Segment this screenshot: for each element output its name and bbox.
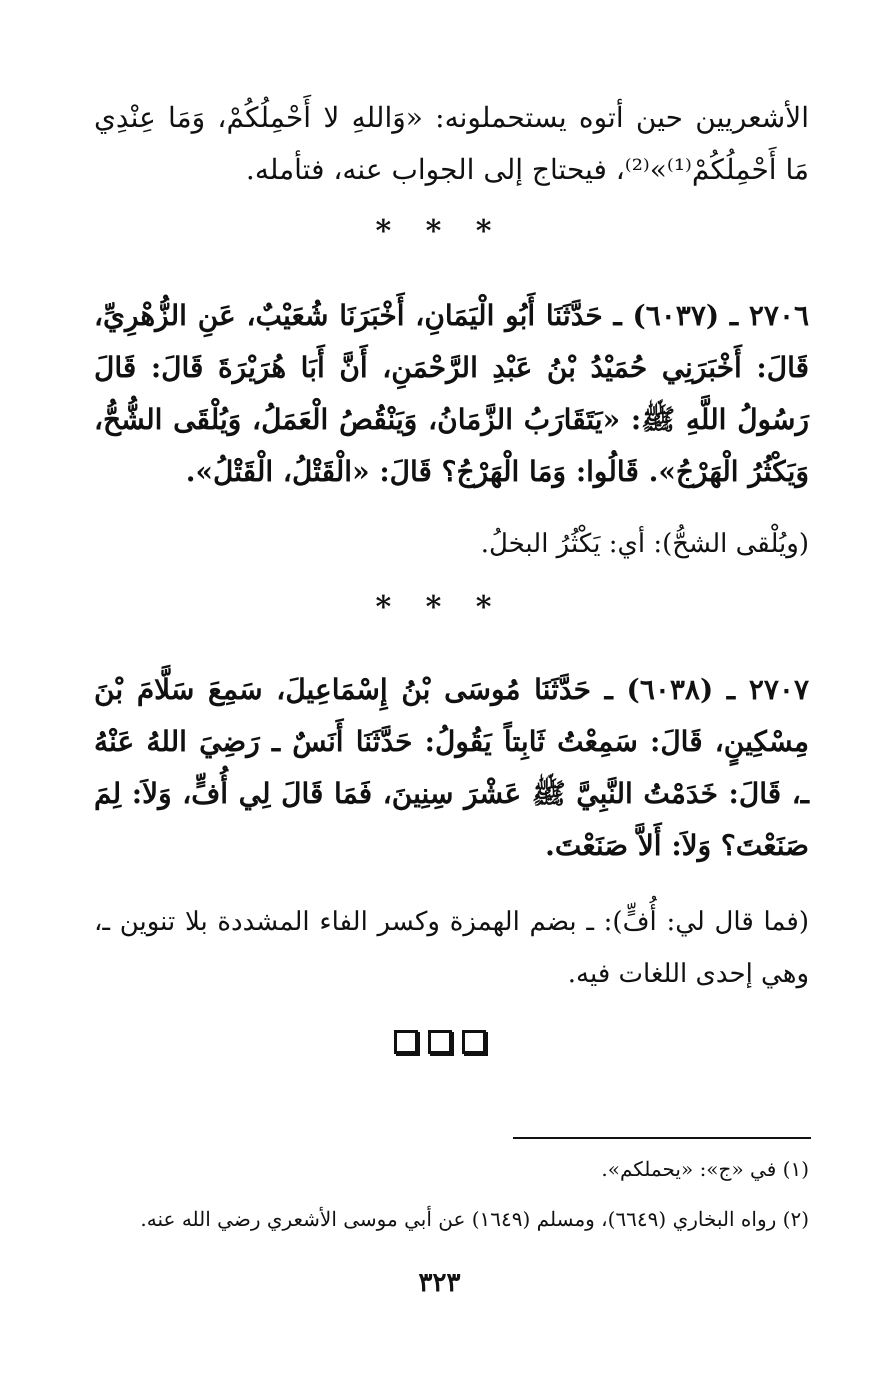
footnote-divider bbox=[513, 1137, 811, 1139]
footnote-2: (٢) رواه البخاري (٦٦٤٩)، ومسلم (١٦٤٩) عن أبي موسى الأشعري رضي الله عنه. bbox=[140, 1207, 809, 1231]
star-separator-1: * * * bbox=[375, 214, 504, 249]
explanation-2707: (فما قال لي: أُفٍّ): ـ بضم الهمزة وكسر الفاء المشددة بلا تنوين ـ، وهي إحدى اللغات فيه. bbox=[94, 907, 809, 989]
section-end-ornament bbox=[0, 1030, 879, 1054]
explanation-2706: (ويُلْقى الشحُّ): أي: يَكْثُرُ البخلُ. bbox=[480, 529, 809, 559]
hadith-2707: ٢٧٠٧ ـ (٦٠٣٨) ـ حَدَّثَنَا مُوسَى بْنُ إِسْمَاعِيلَ، سَمِعَ سَلَّامَ بْنَ مِسْكِينٍ، قَالَ: سَمِعْتُ ثَابِتاً يَقُولُ: حَدَّثَنَا أَنَسٌ ـ رَضِيَ اللهُ عَنْهُ ـ، قَالَ: خَدَمْتُ النَّبِيَّ ﷺ عَشْرَ سِنِينَ، فَمَا قَالَ لِي أُفٍّ، وَلاَ: لِمَ صَنَعْتَ؟ وَلاَ: أَلاَّ صَنَعْتَ. bbox=[94, 673, 810, 862]
star-separator-2: * * * bbox=[375, 590, 504, 625]
intro-paragraph: الأشعريين حين أتوه يستحملونه: «وَاللهِ لا أَحْمِلُكُمْ، وَمَا عِنْدِي مَا أَحْمِلُكُمْ⁽¹⁾»⁽²⁾، فيحتاج إلى الجواب عنه، فتأمله. bbox=[94, 101, 809, 186]
ornament-square-icon bbox=[462, 1030, 486, 1054]
ornament-square-icon bbox=[428, 1030, 452, 1054]
page-number: ٣٢٣ bbox=[418, 1268, 461, 1298]
hadith-2706: ٢٧٠٦ ـ (٦٠٣٧) ـ حَدَّثَنَا أَبُو الْيَمَانِ، أَخْبَرَنَا شُعَيْبٌ، عَنِ الزُّهْرِيِّ، قَالَ: أَخْبَرَنِي حُمَيْدُ بْنُ عَبْدِ الرَّحْمَنِ، أَنَّ أَبَا هُرَيْرَةَ قَالَ: قَالَ رَسُولُ اللَّهِ ﷺ: «يَتَقَارَبُ الزَّمَانُ، وَيَنْقُصُ الْعَمَلُ، وَيُلْقَى الشُّحُّ، وَيَكْثُرُ الْهَرْجُ». قَالُوا: وَمَا الْهَرْجُ؟ قَالَ: «الْقَتْلُ، الْقَتْلُ». bbox=[94, 299, 810, 488]
footnote-1: (١) في «ج»: «يحملكم». bbox=[601, 1157, 809, 1181]
ornament-square-icon bbox=[394, 1030, 418, 1054]
